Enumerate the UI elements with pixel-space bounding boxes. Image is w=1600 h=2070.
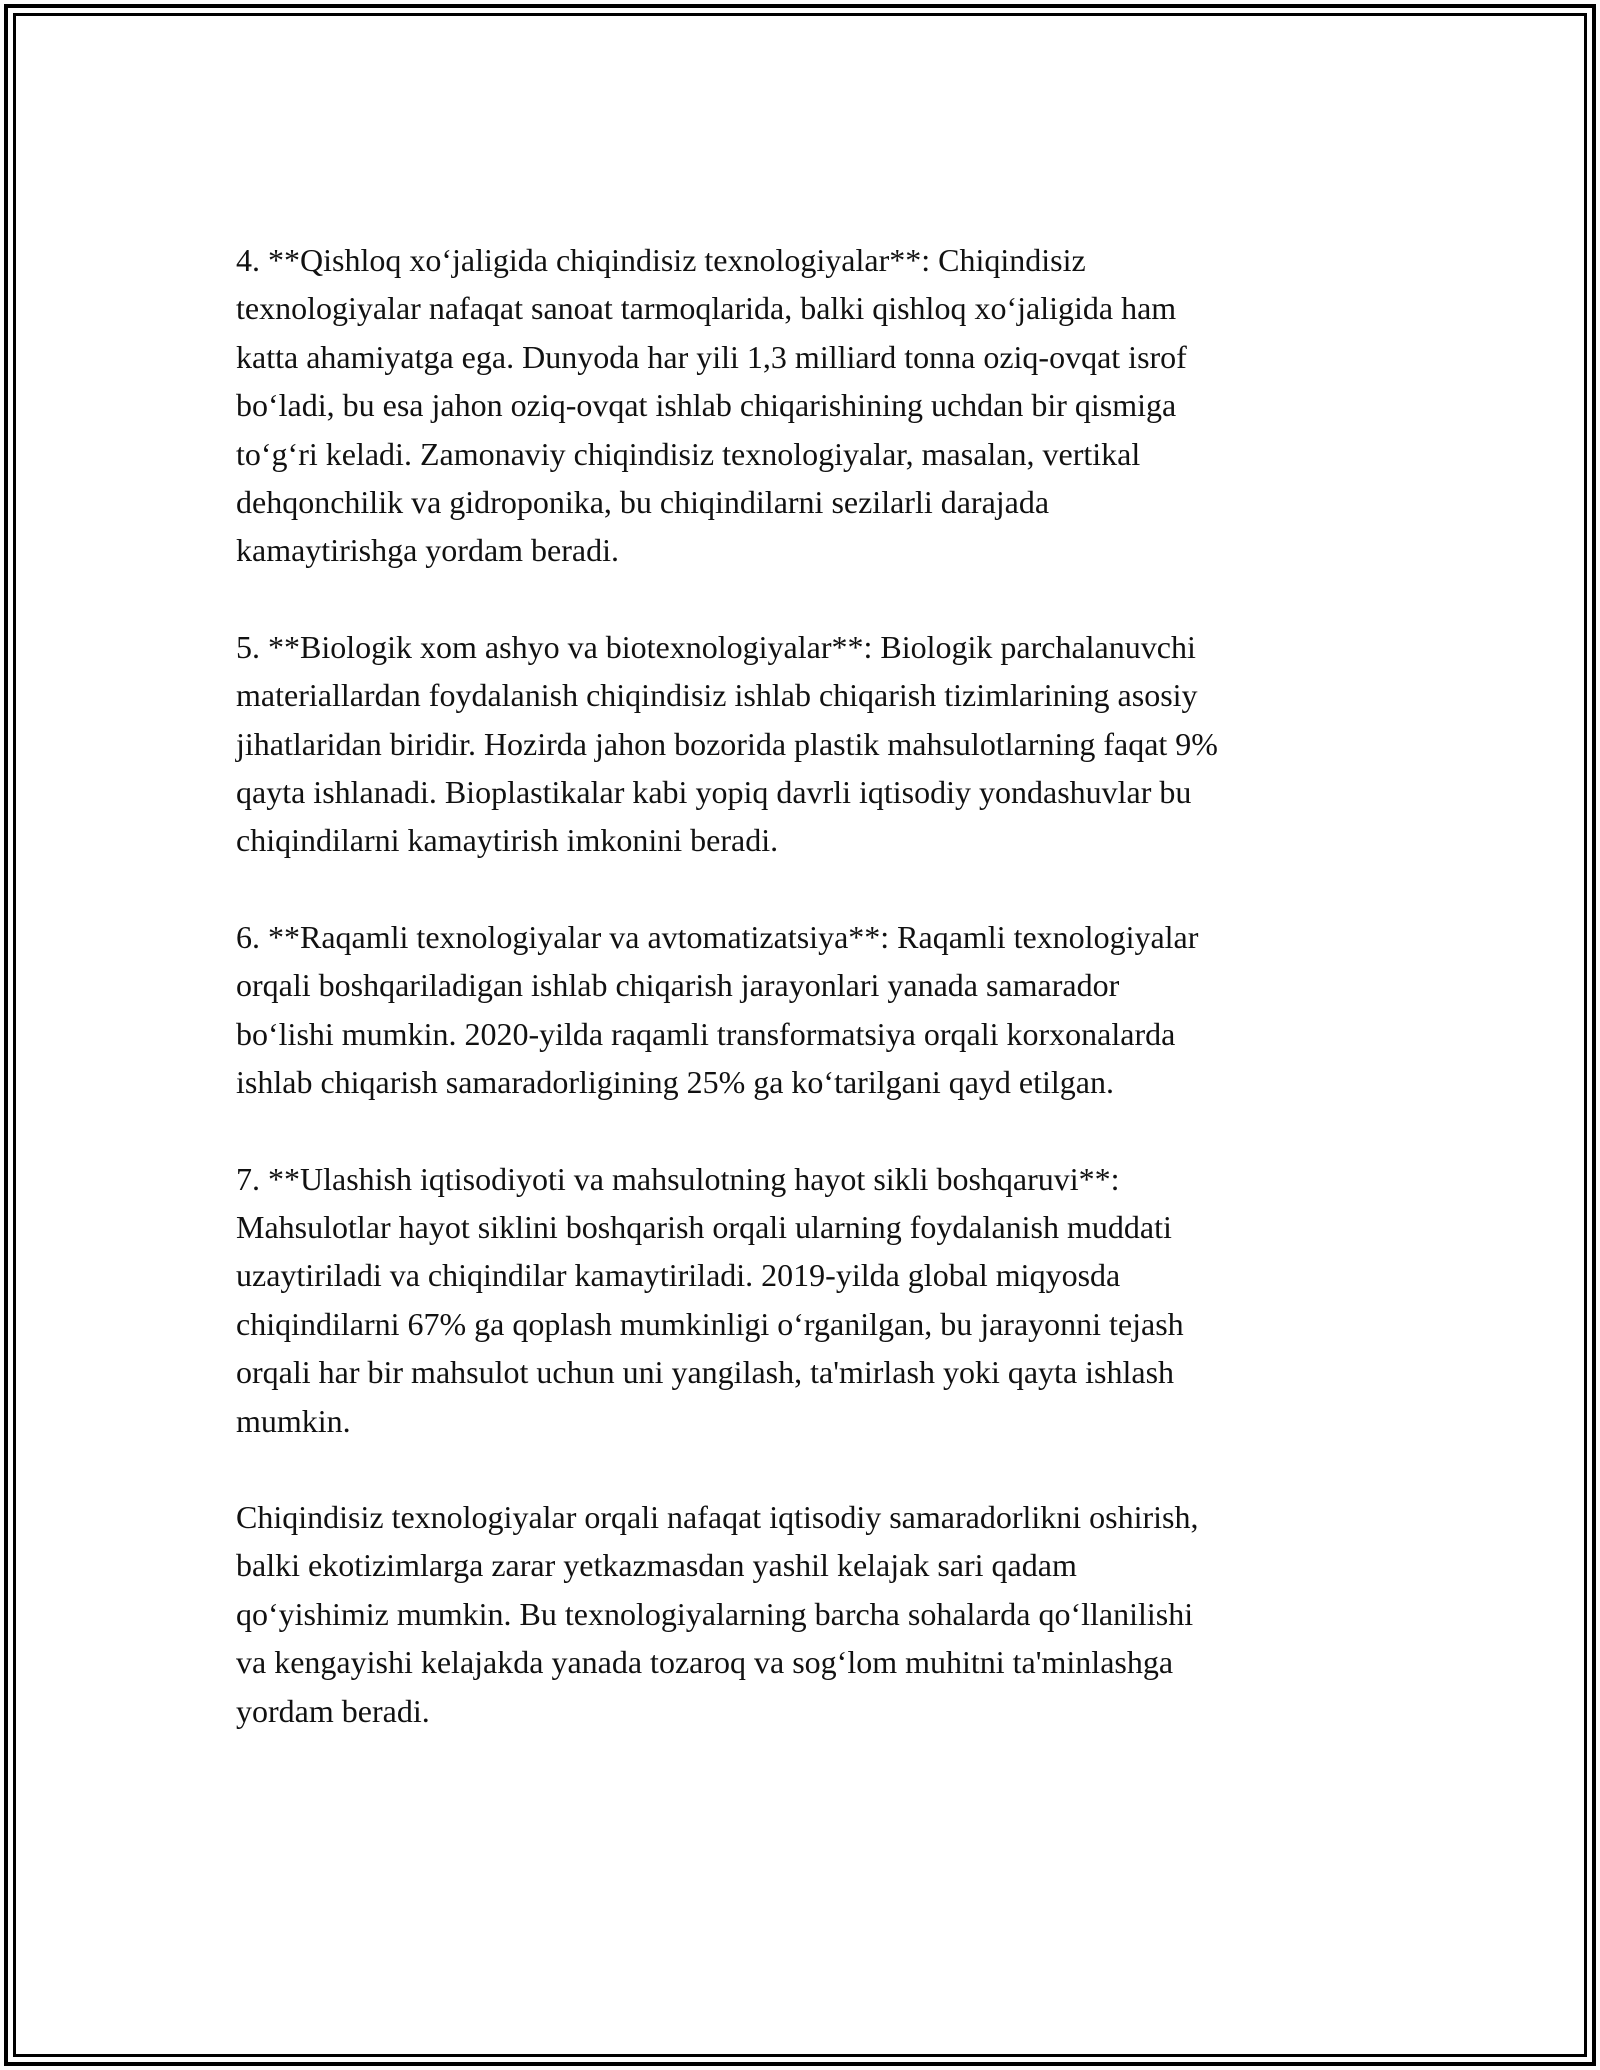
paragraph [236,1493,1376,1735]
text-line: uzaytiriladi va chiqindilar kamaytiriladi. 2019-yilda global miqyosda [236,1257,1121,1294]
paragraph [236,623,1376,865]
text-line: chiqindilarni kamaytirish imkonini beradi. [236,822,779,859]
text-line: kamaytirishga yordam beradi. [236,532,619,569]
text-line: ishlab chiqarish samaradorligining 25% ga ko‘tarilgani qayd etilgan. [236,1064,1114,1101]
text-line: yordam beradi. [236,1692,430,1729]
text-line: mumkin. [236,1402,351,1439]
text-line: materiallardan foydalanish chiqindisiz ishlab chiqarish tizimlarining asosiy [236,677,1198,714]
text-line: texnologiyalar nafaqat sanoat tarmoqlarida, balki qishloq xo‘jaligida ham [236,290,1177,327]
paragraph [236,1155,1376,1445]
text-line: va kengayishi kelajakda yanada tozaroq va sog‘lom muhitni ta'minlashga [236,1644,1174,1681]
text-line: jihatlaridan biridir. Hozirda jahon bozorida plastik mahsulotlarning faqat 9% [236,725,1218,762]
document-body [236,236,1376,1735]
text-line: orqali har bir mahsulot uchun uni yangilash, ta'mirlash yoki qayta ishlash [236,1354,1175,1391]
text-line: Chiqindisiz texnologiyalar orqali nafaqat iqtisodiy samaradorlikni oshirish, [236,1498,1199,1535]
text-line: 5. **Biologik xom ashyo va biotexnologiyalar**: Biologik parchalanuvchi [236,628,1196,665]
text-line: orqali boshqariladigan ishlab chiqarish jarayonlari yanada samarador [236,967,1120,1004]
text-line: balki ekotizimlarga zarar yetkazmasdan yashil kelajak sari qadam [236,1547,1077,1584]
text-line: to‘g‘ri keladi. Zamonaviy chiqindisiz texnologiyalar, masalan, vertikal [236,435,1141,472]
text-line: bo‘ladi, bu esa jahon oziq-ovqat ishlab chiqarishining uchdan bir qismiga [236,387,1177,424]
text-line: dehqonchilik va gidroponika, bu chiqindilarni sezilarli darajada [236,484,1050,521]
text-line: qo‘yishimiz mumkin. Bu texnologiyalarning barcha sohalarda qo‘llanilishi [236,1595,1194,1632]
text-line: 6. **Raqamli texnologiyalar va avtomatizatsiya**: Raqamli texnologiyalar [236,918,1199,955]
text-line: bo‘lishi mumkin. 2020-yilda raqamli transformatsiya orqali korxonalarda [236,1015,1176,1052]
text-line: chiqindilarni 67% ga qoplash mumkinligi o‘rganilgan, bu jarayonni tejash [236,1305,1184,1342]
paragraph [236,913,1376,1107]
paragraph [236,236,1376,575]
text-line: katta ahamiyatga ega. Dunyoda har yili 1,3 milliard tonna oziq-ovqat isrof [236,338,1187,375]
text-line: Mahsulotlar hayot siklini boshqarish orqali ularning foydalanish muddati [236,1208,1172,1245]
text-line: qayta ishlanadi. Bioplastikalar kabi yopiq davrli iqtisodiy yondashuvlar bu [236,774,1192,811]
text-line: 7. **Ulashish iqtisodiyoti va mahsulotning hayot sikli boshqaruvi**: [236,1160,1120,1197]
text-line: 4. **Qishloq xo‘jaligida chiqindisiz texnologiyalar**: Chiqindisiz [236,242,1086,278]
